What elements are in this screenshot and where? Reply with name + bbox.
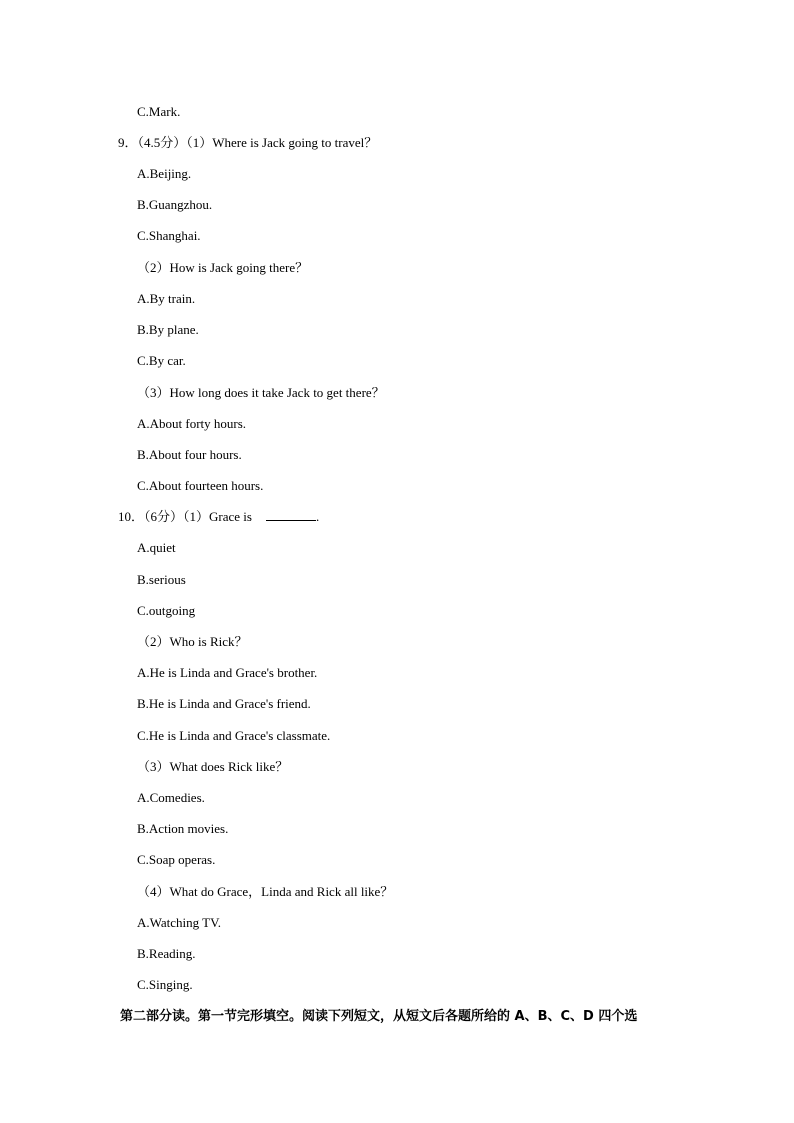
question-10-end: .: [315, 509, 320, 524]
option-text: A.Watching TV.: [137, 915, 222, 930]
option-text: C.outgoing: [137, 603, 196, 618]
option-text: A.Beijing.: [137, 166, 192, 181]
option-text: C.Soap operas.: [137, 852, 216, 867]
section-heading: 第二部分读。第一节完形填空。阅读下列短文，从短文后各题所给的 A、B、C、D 四个选: [120, 1009, 638, 1024]
option-text: B.By plane.: [137, 322, 199, 337]
sub-question: （2）How is Jack going there？: [137, 260, 309, 275]
sub-question: （2）Who is Rick？: [137, 634, 248, 649]
option-text: A.About forty hours.: [137, 416, 247, 431]
option-text: C.Mark.: [137, 104, 181, 119]
option-text: A.quiet: [137, 540, 176, 555]
question-10-heading: [118, 509, 319, 525]
option-text: C.By car.: [137, 353, 186, 368]
option-text: B.Guangzhou.: [137, 197, 213, 212]
question-9-heading: 9．（4.5分）（1）Where is Jack going to travel？: [118, 135, 378, 150]
option-text: B.serious: [137, 572, 186, 587]
option-text: B.Reading.: [137, 946, 196, 961]
option-text: B.Action movies.: [137, 821, 229, 836]
question-10-text: 10．（6分）（1）Grace is: [118, 509, 252, 524]
sub-question: （4）What do Grace，Linda and Rick all like？: [137, 884, 394, 899]
option-text: C.Singing.: [137, 977, 193, 992]
sub-question: （3）How long does it take Jack to get there？: [137, 385, 385, 400]
option-text: B.About four hours.: [137, 447, 242, 462]
sub-question: （3）What does Rick like？: [137, 759, 289, 774]
answer-blank: [266, 509, 316, 521]
option-text: A.Comedies.: [137, 790, 205, 805]
option-text: A.He is Linda and Grace's brother.: [137, 665, 318, 680]
option-text: C.About fourteen hours.: [137, 478, 264, 493]
option-text: A.By train.: [137, 291, 196, 306]
option-text: B.He is Linda and Grace's friend.: [137, 696, 311, 711]
option-text: C.He is Linda and Grace's classmate.: [137, 728, 331, 743]
option-text: C.Shanghai.: [137, 228, 201, 243]
